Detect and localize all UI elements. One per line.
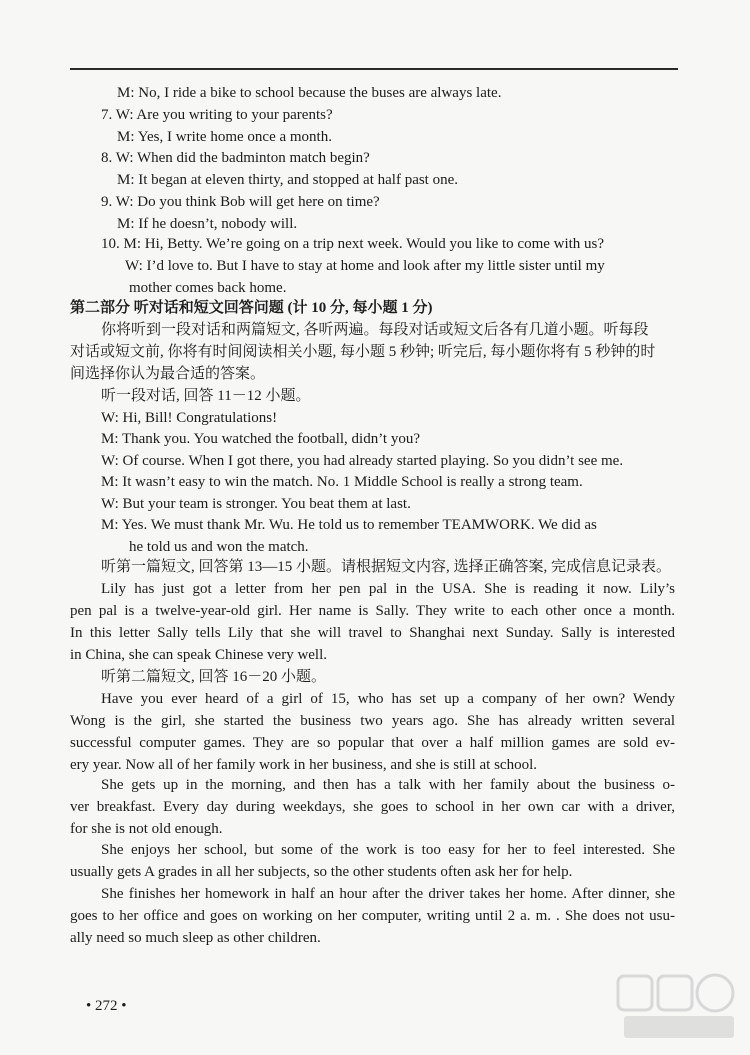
text-line: ally need so much sleep as other children. (70, 930, 321, 946)
text-line: ver breakfast. Every day during weekdays, she goes to school in her own car with a driver, (70, 799, 675, 815)
text-line: W: But your team is stronger. You beat them at last. (101, 496, 411, 512)
text-line: 听第二篇短文, 回答 16－20 小题。 (101, 669, 327, 685)
text-line: successful computer games. They are so popular that over a half million games are sold ev- (70, 735, 675, 751)
text-line: M: Thank you. You watched the football, didn’t you? (101, 431, 420, 447)
text-line: Have you ever heard of a girl of 15, who has set up a company of her own? Wendy (101, 691, 675, 707)
text-line: She gets up in the morning, and then has a talk with her family about the business o- (101, 777, 675, 793)
text-line: 对话或短文前, 你将有时间阅读相关小题, 每小题 5 秒钟; 听完后, 每小题你将有 5 秒钟的时 (70, 344, 656, 360)
text-line: 你将听到一段对话和两篇短文, 各听两遍。每段对话或短文后各有几道小题。听每段 (101, 322, 649, 338)
text-line: M: Yes, I write home once a month. (117, 129, 332, 145)
text-line: 7. W: Are you writing to your parents? (101, 107, 333, 123)
text-line: goes to her office and goes on working on her computer, writing until 2 a. m. . She does not usu- (70, 908, 675, 924)
text-line: pen pal is a twelve-year-old girl. Her name is Sally. They write to each other once a month. (70, 603, 675, 619)
text-line: Lily has just got a letter from her pen pal in the USA. She is reading it now. Lily’s (101, 581, 675, 597)
text-line: 听一段对话, 回答 11－12 小题。 (101, 388, 311, 404)
text-line: W: Hi, Bill! Congratulations! (101, 410, 278, 426)
text-line: usually gets A grades in all her subjects, so the other students often ask her for help. (70, 864, 573, 880)
page-number: • 272 • (86, 998, 127, 1014)
text-line: She finishes her homework in half an hour after the driver takes her home. After dinner, she (101, 886, 675, 902)
text-line: ery year. Now all of her family work in her business, and she is still at school. (70, 757, 537, 773)
watermark-logo (612, 970, 742, 1048)
text-line: mother comes back home. (129, 280, 287, 296)
text-line: 8. W: When did the badminton match begin? (101, 150, 370, 166)
text-line: 间选择你认为最合适的答案。 (70, 366, 266, 382)
text-line: She enjoys her school, but some of the work is too easy for her to feel interested. She (101, 842, 675, 858)
text-line: in China, she can speak Chinese very well. (70, 647, 328, 663)
section-heading: 第二部分 听对话和短文回答问题 (计 10 分, 每小题 1 分) (70, 300, 433, 316)
text-line: 10. M: Hi, Betty. We’re going on a trip next week. Would you like to come with us? (101, 236, 605, 252)
text-line: 9. W: Do you think Bob will get here on time? (101, 194, 380, 210)
text-line: Wong is the girl, she started the business two years ago. She has already written several (70, 713, 675, 729)
text-line: M: Yes. We must thank Mr. Wu. He told us to remember TEAMWORK. We did as (101, 517, 597, 533)
text-line: W: I’d love to. But I have to stay at home and look after my little sister until my (125, 258, 605, 274)
text-line: W: Of course. When I got there, you had already started playing. So you didn’t see me. (101, 453, 624, 469)
text-line: 听第一篇短文, 回答第 13—15 小题。请根据短文内容, 选择正确答案, 完成信息记录表。 (101, 559, 672, 575)
text-line: M: It began at eleven thirty, and stopped at half past one. (117, 172, 459, 188)
header-rule (70, 68, 678, 70)
text-line: M: It wasn’t easy to win the match. No. 1 Middle School is really a strong team. (101, 474, 583, 490)
text-line: M: No, I ride a bike to school because the buses are always late. (117, 85, 502, 101)
text-line: he told us and won the match. (129, 539, 309, 555)
text-line: In this letter Sally tells Lily that she will travel to Shanghai next Sunday. Sally is interested (70, 625, 675, 641)
text-line: for she is not old enough. (70, 821, 223, 837)
text-line: M: If he doesn’t, nobody will. (117, 216, 298, 232)
